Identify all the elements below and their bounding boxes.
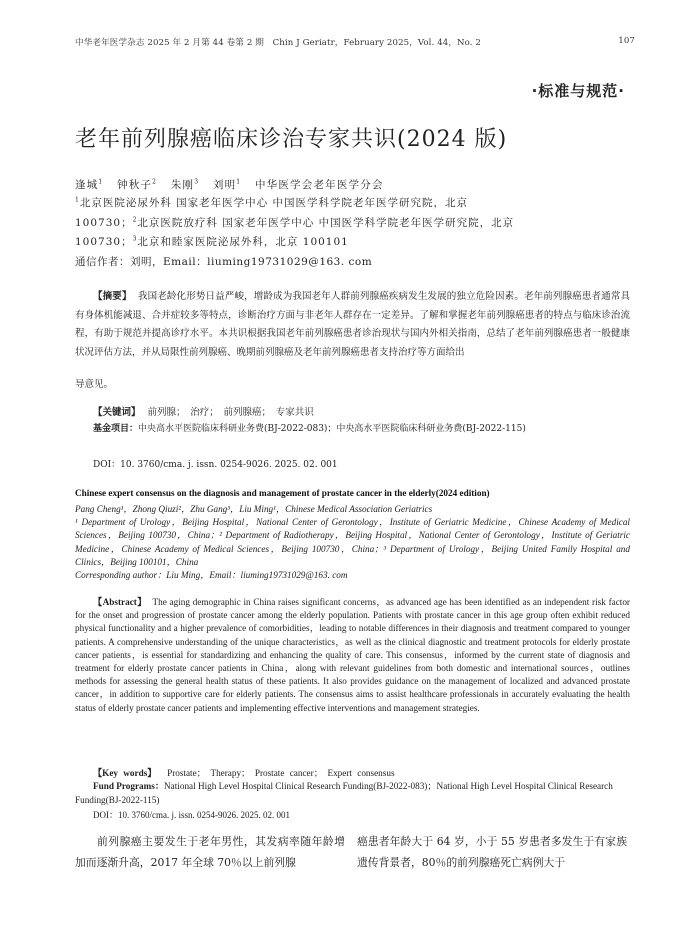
affiliation-line: 北京医院泌尿外科 国家老年医学中心 中国医学科学院老年医学研究院，北京 xyxy=(79,197,469,209)
abstract-text-en: The aging demographic in China raises significant concerns，as advanced age has been identified as an independent risk factor for the onset and progression of prostate cancer among the elderly population. Patients with prostate cancer in this age group often exhibit reduced physical functionality and a higher prevalence of comorbidities，leading to notable differences in their diagnosis and treatment compared to younger patients. A comprehensive understanding of the unique characteristics，as well as the clinical diagnostic and treatment protocols for elderly prostate cancer patients，is essential for standardizing and enhancing the quality of care. This consensus，informed by the current state of diagnosis and treatment for elderly prostate cancer patients in China，along with relevant guidelines from both domestic and international sources，outlines methods for assessing the general health status of these patients. It also provides guidance on the management of localized and advanced prostate cancer，in addition to supportive care for elderly patients. The consensus aims to assist healthcare professionals in accurately evaluating the health status of elderly prostate cancer patients and implementing effective interventions and management strategies. xyxy=(75,597,630,713)
author: 逢城 xyxy=(75,179,99,191)
affiliation-line: 100730； xyxy=(75,236,133,248)
abstract-label: 【摘要】 xyxy=(93,291,132,302)
fund-label: 基金项目： xyxy=(93,424,139,434)
body-paragraph: 癌患者年龄大于 64 岁，小于 55 岁患者多发生于有家族遗传背景者，80％的前列腺癌死亡病例大于 xyxy=(357,835,627,869)
keywords-label-en: 【Key words】 xyxy=(93,768,157,778)
author-group: 中华医学会老年医学分会 xyxy=(254,179,384,191)
abstract-cn xyxy=(75,288,630,395)
authors-cn: 逢城$^1$ 钟秋子$^2$ 朱刚$^3$ 刘明$^1$ 中华医学会老年医学分会 xyxy=(75,178,384,191)
doi-cn: DOI：10. 3760/cma. j. issn. 0254-9026. 2025. 02. 001 xyxy=(93,460,338,470)
affiliation-line: 100730； xyxy=(75,216,133,229)
page-number: 107 xyxy=(618,36,635,46)
abstract-text-continued: 导意见。 xyxy=(75,379,114,390)
abstract-text: 我国老龄化形势日益严峻，增龄成为我国老年人群前列腺癌疾病发生发展的独立危险因素。老年前列腺癌患者通常具有身体机能减退、合并症较多等特点，诊断治疗方面与非老年人群存在一定差异。了解和掌握老年前列腺癌患者的特点与临床诊治流程，有助于规范并提高诊疗水平。本共识根据我国老年前列腺癌患者诊治现状与国内外相关指南，总结了老年前列腺癌患者一般健康状况评估方法，并从局限性前列腺癌、晚期前列腺癌及老年前列腺癌患者支持治疗等方面给出 xyxy=(75,291,630,358)
body-column-left xyxy=(75,831,345,873)
running-header xyxy=(75,36,635,48)
journal-citation: 中华老年医学杂志 2025 年 2 月第 44 卷第 2 期 Chin J Geriatr，February 2025，Vol. 44，No. 2 xyxy=(75,38,481,48)
author: 刘明 xyxy=(212,179,237,191)
body-paragraph: 前列腺癌主要发生于老年男性，其发病率随年龄增加而逐渐升高，2017 年全球 70％以上前列腺 xyxy=(75,835,345,869)
affiliation-line: 北京和睦家医院泌尿外科，北京 100101 xyxy=(137,236,349,248)
doi-en: DOI：10. 3760/cma. j. issn. 0254-9026. 2025. 02. 001 xyxy=(93,810,290,820)
section-tag: ·标准与规范· xyxy=(531,82,625,100)
body-column-right xyxy=(357,831,627,873)
keywords-text: 前列腺； 治疗； 前列腺癌； 专家共识 xyxy=(147,407,314,418)
affiliation-line: 北京医院放疗科 国家老年医学中心 中国医学科学院老年医学研究院，北京 xyxy=(137,216,515,229)
keywords-en xyxy=(93,765,395,779)
affiliations-en: ¹ Department of Urology，Beijing Hospital，National Center of Gerontology，Institute of Geriatric Medicine，Chinese Academy of Medical Sciences，Beijing 100730，China；² Department of Radiotherapy，Beijing Hospital，National Center of Gerontology，Institute of Geriatric Medicine，Chinese Academy of Medical Sciences，Beijing 100730，China；³ Department of Urology，Beijing United Family Hospital and Clinics，Beijing 100101，China xyxy=(75,517,630,567)
fund-text-en: National High Level Hospital Clinical Research Funding(BJ-2022-083)；National High Level Hospital Clinical Research Funding(BJ-2022-115) xyxy=(75,781,613,805)
fund-programs-cn xyxy=(75,421,630,438)
fund-text: 中央高水平医院临床科研业务费(BJ-2022-083)；中央高水平医院临床科研业务费(BJ-2022-115) xyxy=(138,424,526,434)
author: 朱刚 xyxy=(170,179,195,191)
fund-programs-en xyxy=(75,780,630,807)
authors-en: Pang Cheng¹，Zhong Qiuzi²，Zhu Gang³，Liu Ming¹，Chinese Medical Association Geriatrics xyxy=(75,504,433,514)
article-title-en: Chinese expert consensus on the diagnosis and management of prostate cancer in the elderly(2024 edition) xyxy=(75,488,490,498)
article-title-cn: 老年前列腺癌临床诊治专家共识(2024 版) xyxy=(75,127,508,152)
author: 钟秋子 xyxy=(117,179,153,191)
affiliations-cn: $^1$北京医院泌尿外科 国家老年医学中心 中国医学科学院老年医学研究院，北京 100730；$^2$北京医院放疗科 国家老年医学中心 中国医学科学院老年医学研究院，北京 100730；$^3$北京和睦家医院泌尿外科，北京 100101 xyxy=(75,196,515,248)
authors-affiliations-en xyxy=(75,503,630,582)
keywords-text-en: Prostate； Therapy； Prostate cancer； Expert consensus xyxy=(167,768,395,778)
abstract-en xyxy=(75,596,630,715)
corresponding-author-cn: 通信作者：刘明，Email：liuming19731029@163. com xyxy=(75,256,373,268)
abstract-label-en: 【Abstract】 xyxy=(93,597,147,607)
keywords-cn xyxy=(93,404,314,418)
keywords-label: 【关键词】 xyxy=(93,407,141,418)
corresponding-author-en: Corresponding author：Liu Ming，Email：liuming19731029@163. com xyxy=(75,570,348,581)
fund-label-en: Fund Programs： xyxy=(93,781,165,791)
